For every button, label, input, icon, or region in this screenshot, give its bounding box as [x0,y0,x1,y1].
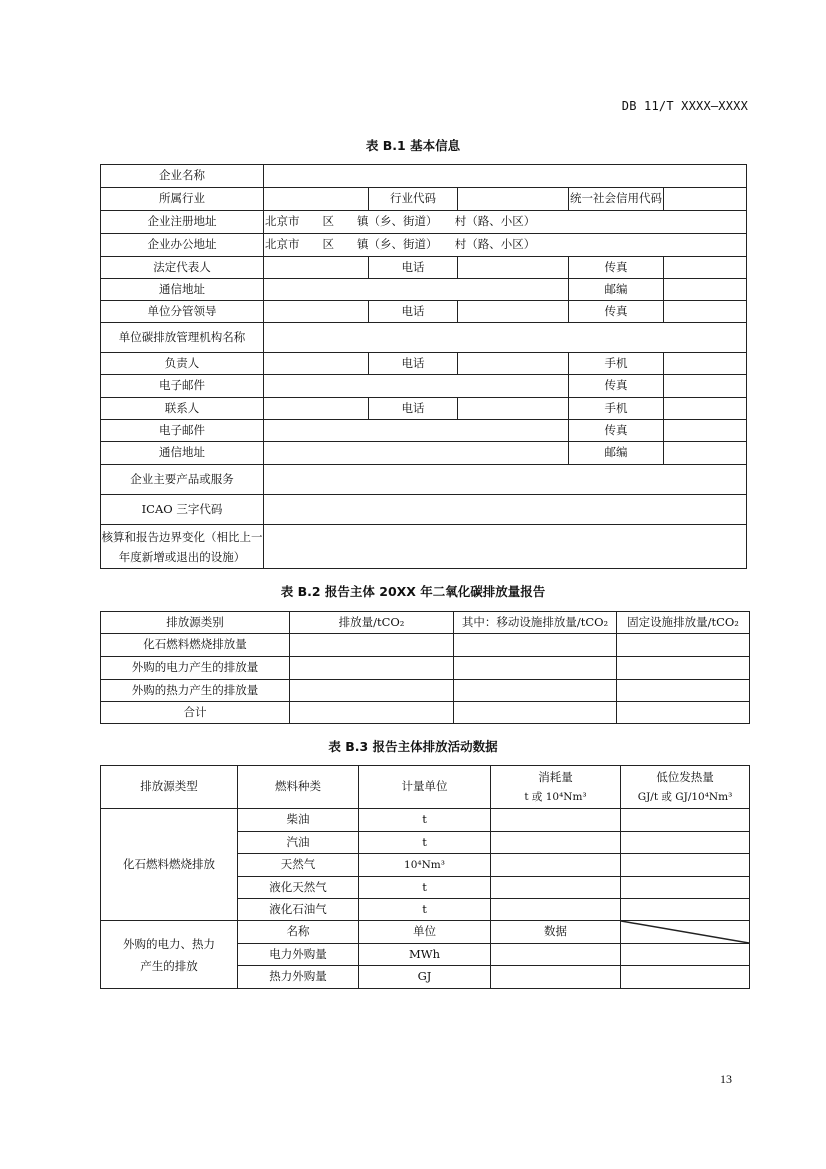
input-cell[interactable] [617,702,750,724]
input-legal-rep[interactable] [264,257,369,279]
input-person-in-charge[interactable] [264,353,369,375]
label-credit-code: 统一社会信用代码 [569,188,664,211]
purchased-electricity: 电力外购量 [238,944,359,966]
input-cell[interactable] [491,899,621,921]
label-mobile: 手机 [569,398,664,420]
input-cell[interactable] [491,966,621,989]
input-industry-code[interactable] [458,188,569,211]
unit-diesel: t [359,809,491,832]
purchased-header-name: 名称 [238,921,359,944]
label-mail-address: 通信地址 [101,442,264,465]
header-fixed-emissions: 固定设施排放量/tCO₂ [617,612,750,634]
header-ncv [621,766,750,809]
row-label-fossil: 化石燃料燃烧排放量 [101,634,290,657]
input-cell[interactable] [491,944,621,966]
input-cell[interactable] [621,854,750,877]
input-contact-fax[interactable] [664,420,747,442]
input-contact-postcode[interactable] [664,442,747,465]
activity-data-table [100,765,750,989]
label-carbon-org: 单位碳排放管理机构名称 [101,323,264,353]
emissions-report-table [100,611,750,724]
input-cell[interactable] [621,944,750,966]
input-mail-address[interactable] [264,279,569,301]
group-purchased: 外购的电力、热力产生的排放 [101,921,238,989]
input-legal-rep-phone[interactable] [458,257,569,279]
ncv-label: 低位发热量 [656,770,714,785]
header-fuel-type: 燃料种类 [238,766,359,809]
unit-natural-gas: 10⁴Nm³ [359,854,491,877]
input-credit-code[interactable] [664,188,747,211]
row-label-total: 合计 [101,702,290,724]
label-reg-address: 企业注册地址 [101,211,264,234]
input-unit-leader-fax[interactable] [664,301,747,323]
purchased-header-data: 数据 [491,921,621,944]
input-reg-address[interactable]: 北京市 区 镇（乡、街道） 村（路、小区） [264,211,747,234]
fuel-gasoline: 汽油 [238,832,359,854]
input-cell[interactable] [621,966,750,989]
label-phone: 电话 [369,257,458,279]
row-label-heat: 外购的热力产生的排放量 [101,680,290,702]
label-unit-leader: 单位分管领导 [101,301,264,323]
input-carbon-org[interactable] [264,323,747,353]
input-cell[interactable] [454,634,617,657]
input-pic-mobile[interactable] [664,353,747,375]
label-email: 电子邮件 [101,420,264,442]
input-cell[interactable] [290,634,454,657]
header-unit: 计量单位 [359,766,491,809]
label-phone: 电话 [369,398,458,420]
table-b3-caption: 表 B.3 报告主体排放活动数据 [328,739,498,754]
input-office-address[interactable]: 北京市 区 镇（乡、街道） 村（路、小区） [264,234,747,257]
header-emissions: 排放量/tCO₂ [290,612,454,634]
input-cell[interactable] [491,854,621,877]
input-cell[interactable] [617,680,750,702]
table-b2-caption: 表 B.2 报告主体 20XX 年二氧化碳排放量报告 [280,584,546,599]
ncv-unit: GJ/t 或 GJ/10⁴Nm³ [637,790,733,803]
unit-lpg: t [359,899,491,921]
group-fossil: 化石燃料燃烧排放 [101,809,238,921]
input-contact[interactable] [264,398,369,420]
label-email: 电子邮件 [101,375,264,398]
diagonal-blank-cell [621,921,750,944]
consumption-label: 消耗量 [538,770,573,785]
row-label-electricity: 外购的电力产生的排放量 [101,657,290,680]
consumption-unit: t 或 10⁴Nm³ [524,790,587,803]
label-phone: 电话 [369,353,458,375]
input-cell[interactable] [621,899,750,921]
input-cell[interactable] [454,680,617,702]
unit-heat: GJ [359,966,491,989]
fuel-lng: 液化天然气 [238,877,359,899]
input-contact-mobile[interactable] [664,398,747,420]
header-source-type: 排放源类型 [101,766,238,809]
input-postcode[interactable] [664,279,747,301]
input-unit-leader[interactable] [264,301,369,323]
label-contact: 联系人 [101,398,264,420]
input-cell[interactable] [454,702,617,724]
unit-lng: t [359,877,491,899]
label-industry-code: 行业代码 [369,188,458,211]
label-main-products: 企业主要产品或服务 [101,465,264,495]
label-legal-rep: 法定代表人 [101,257,264,279]
input-legal-rep-fax[interactable] [664,257,747,279]
input-pic-email[interactable] [264,375,569,398]
input-cell[interactable] [290,657,454,680]
input-company-name[interactable] [264,165,747,188]
label-industry: 所属行业 [101,188,264,211]
input-cell[interactable] [621,832,750,854]
input-cell[interactable] [621,877,750,899]
header-source-category: 排放源类别 [101,612,290,634]
unit-electricity: MWh [359,944,491,966]
document-code: DB 11/T XXXX—XXXX [621,99,748,113]
table-b1-caption: 表 B.1 基本信息 [365,138,461,153]
fuel-natural-gas: 天然气 [238,854,359,877]
input-contact-mail-address[interactable] [264,442,569,465]
input-pic-fax[interactable] [664,375,747,398]
label-postcode: 邮编 [569,279,664,301]
diagonal-line-icon [621,921,749,943]
input-contact-email[interactable] [264,420,569,442]
unit-gasoline: t [359,832,491,854]
input-cell[interactable] [290,680,454,702]
fuel-diesel: 柴油 [238,809,359,832]
page-number: 13 [720,1072,732,1086]
input-unit-leader-phone[interactable] [458,301,569,323]
input-industry[interactable] [264,188,369,211]
input-contact-phone[interactable] [458,398,569,420]
label-fax: 传真 [569,420,664,442]
label-mobile: 手机 [569,353,664,375]
input-cell[interactable] [491,877,621,899]
input-cell[interactable] [491,809,621,832]
label-fax: 传真 [569,301,664,323]
input-cell[interactable] [617,634,750,657]
label-office-address: 企业办公地址 [101,234,264,257]
label-fax: 传真 [569,375,664,398]
fuel-lpg: 液化石油气 [238,899,359,921]
label-fax: 传真 [569,257,664,279]
input-icao[interactable] [264,495,747,525]
input-cell[interactable] [454,657,617,680]
input-cell[interactable] [617,657,750,680]
purchased-heat: 热力外购量 [238,966,359,989]
label-company-name: 企业名称 [101,165,264,188]
basic-info-table [100,164,747,569]
input-cell[interactable] [621,809,750,832]
label-boundary-change: 核算和报告边界变化（相比上一年度新增或退出的设施） [101,525,264,569]
input-pic-phone[interactable] [458,353,569,375]
header-consumption [491,766,621,809]
input-main-products[interactable] [264,465,747,495]
input-cell[interactable] [290,702,454,724]
label-phone: 电话 [369,301,458,323]
label-mail-address: 通信地址 [101,279,264,301]
label-postcode: 邮编 [569,442,664,465]
label-icao: ICAO 三字代码 [101,495,264,525]
header-mobile-emissions: 其中：移动设施排放量/tCO₂ [454,612,617,634]
purchased-header-unit: 单位 [359,921,491,944]
input-cell[interactable] [491,832,621,854]
input-boundary-change[interactable] [264,525,747,569]
label-person-in-charge: 负责人 [101,353,264,375]
